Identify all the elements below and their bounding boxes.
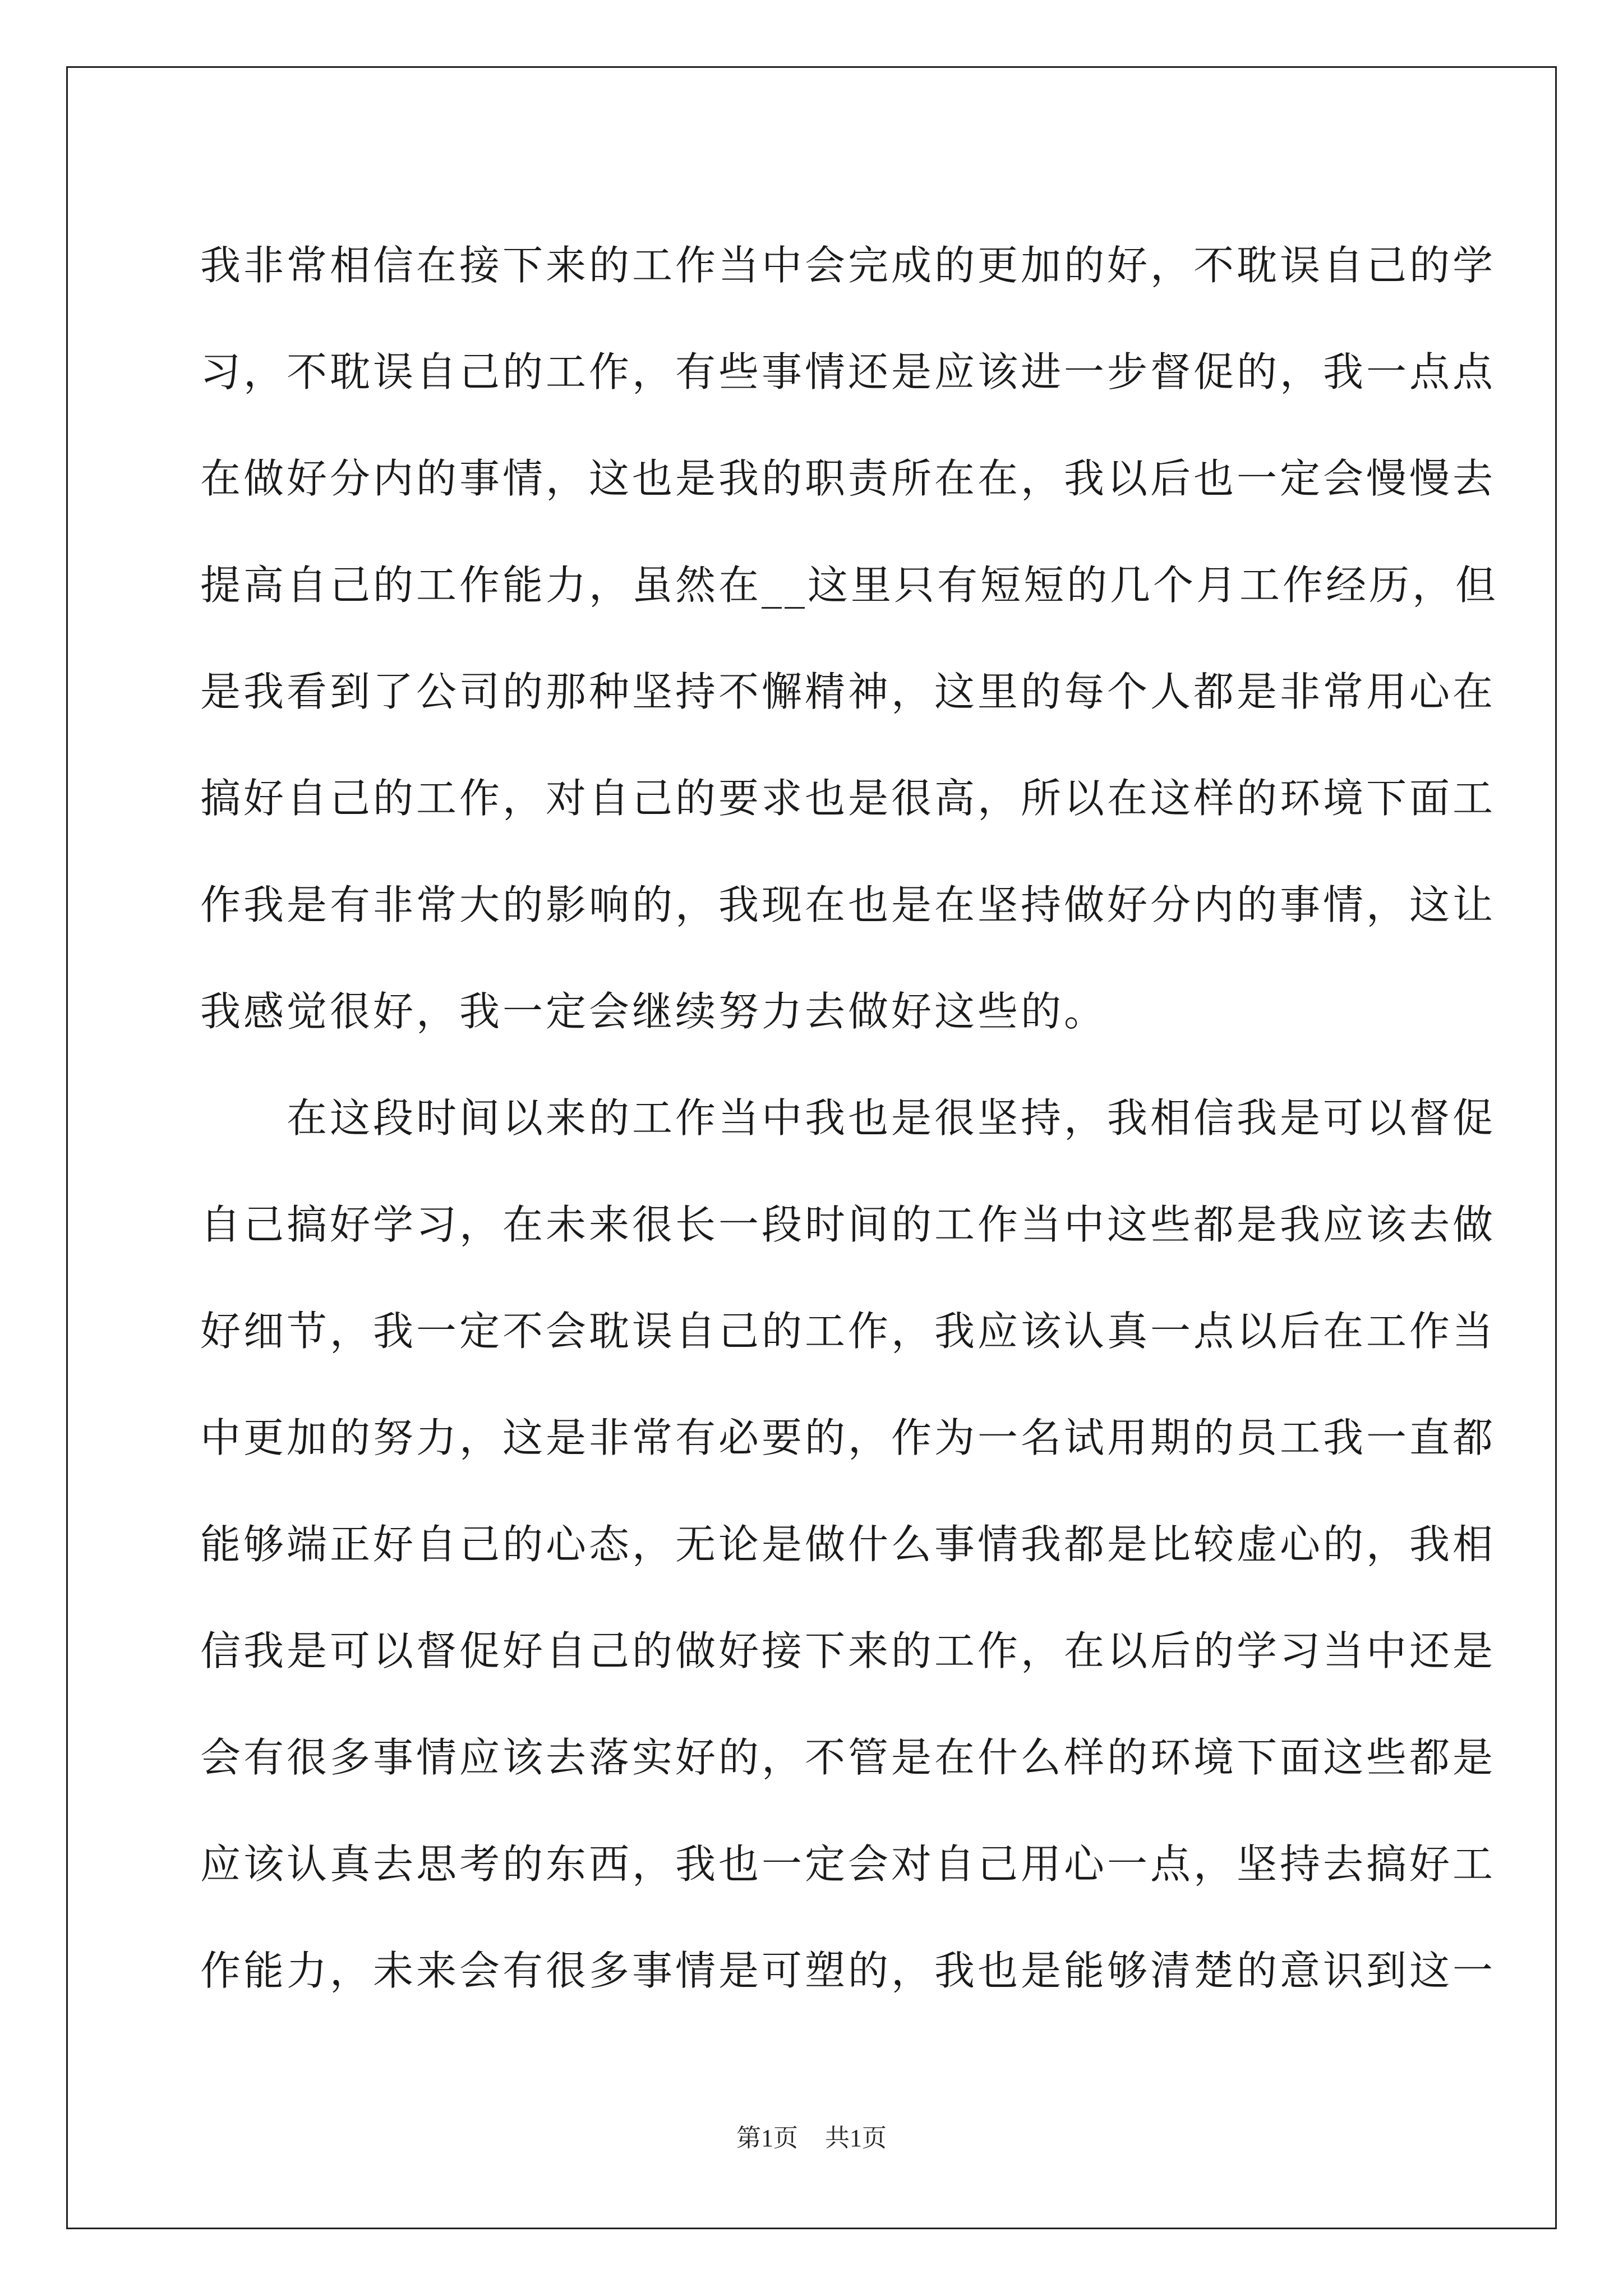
document-body	[200, 212, 1499, 2024]
text-line: 应该认真去思考的东西，我也一定会对自己用心一点，坚持去搞好工	[200, 1841, 1496, 1888]
text-line: 在做好分内的事情，这也是我的职责所在在，我以后也一定会慢慢去	[200, 455, 1496, 502]
text-line: 我非常相信在接下来的工作当中会完成的更加的好，不耽误自己的学	[200, 242, 1496, 289]
page-total: 共1页	[825, 2124, 887, 2152]
text-line: 搞好自己的工作，对自己的要求也是很高，所以在这样的环境下面工	[200, 775, 1496, 822]
page-number: 第1页	[736, 2124, 798, 2152]
text-line: 信我是可以督促好自己的做好接下来的工作，在以后的学习当中还是	[200, 1627, 1496, 1674]
text-line: 中更加的努力，这是非常有必要的，作为一名试用期的员工我一直都	[200, 1414, 1496, 1461]
text-line: 能够端正好自己的心态，无论是做什么事情我都是比较虚心的，我相	[200, 1521, 1496, 1568]
page-footer	[0, 2118, 1623, 2154]
text-line: 自己搞好学习，在未来很长一段时间的工作当中这些都是我应该去做	[200, 1201, 1496, 1248]
text-line: 是我看到了公司的那种坚持不懈精神，这里的每个人都是非常用心在	[200, 668, 1496, 715]
text-line: 作能力，未来会有很多事情是可塑的，我也是能够清楚的意识到这一	[200, 1947, 1496, 1994]
text-line: 提高自己的工作能力，虽然在__这里只有短短的几个月工作经历，但	[200, 562, 1499, 609]
text-line: 作我是有非常大的影响的，我现在也是在坚持做好分内的事情，这让	[200, 881, 1496, 928]
text-line: 在这段时间以来的工作当中我也是很坚持，我相信我是可以督促	[200, 1094, 1496, 1142]
text-line: 好细节，我一定不会耽误自己的工作，我应该认真一点以后在工作当	[200, 1308, 1496, 1355]
text-line: 会有很多事情应该去落实好的，不管是在什么样的环境下面这些都是	[200, 1734, 1496, 1781]
text-line: 习，不耽误自己的工作，有些事情还是应该进一步督促的，我一点点	[200, 348, 1496, 395]
text-line: 我感觉很好，我一定会继续努力去做好这些的。	[200, 988, 1108, 1035]
